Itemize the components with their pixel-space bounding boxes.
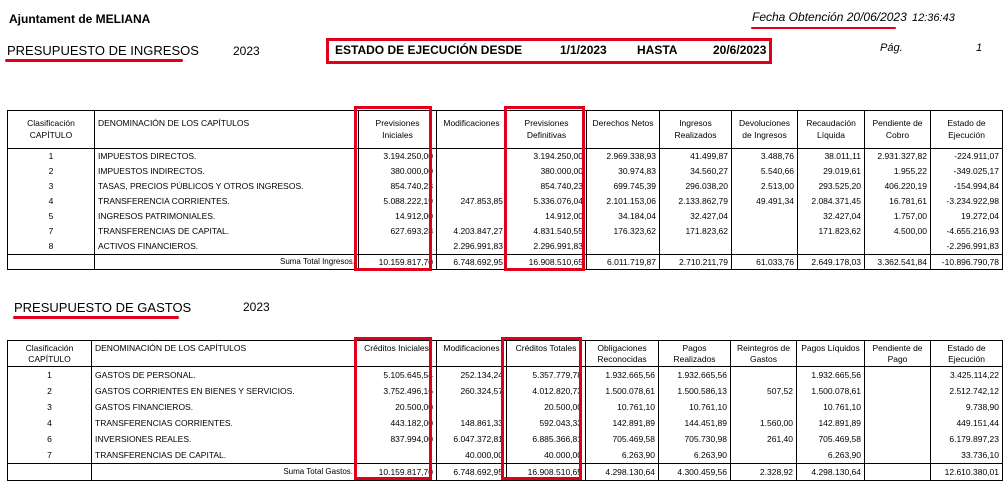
ingresos-cell: 296.038,20: [660, 179, 732, 194]
gastos-cell: 40.000,00: [437, 447, 507, 464]
ingresos-cell: 380.000,00: [507, 164, 587, 179]
ingresos-cell: -2.296.991,83: [931, 239, 1003, 255]
gastos-col-header-3: Modificaciones: [437, 341, 507, 367]
ingresos-cell: 2: [8, 164, 95, 179]
ingresos-total-spacer: [8, 255, 95, 270]
ingresos-cell: 699.745,39: [587, 179, 660, 194]
gastos-cell: [865, 447, 931, 464]
gastos-cell: 6: [8, 431, 92, 447]
gastos-cell: 3.752.496,16: [357, 383, 437, 399]
gastos-cell: 260.324,57: [437, 383, 507, 399]
gastos-cell: 4: [8, 415, 92, 431]
gastos-cell: 148.861,33: [437, 415, 507, 431]
gastos-cell: 1.560,00: [731, 415, 797, 431]
gastos-col-header-8: Pagos Líquidos: [797, 341, 865, 367]
gastos-cell: 142.891,89: [797, 415, 865, 431]
ingresos-cell: -349.025,17: [931, 164, 1003, 179]
gastos-cell: [437, 399, 507, 415]
gastos-cell: 20.500,00: [507, 399, 586, 415]
ingresos-cell: 247.853,85: [437, 194, 507, 209]
ingresos-total-cell: 2.710.211,79: [660, 255, 732, 270]
ingresos-cell: 1.955,22: [865, 164, 931, 179]
ingresos-cell: 19.272,04: [931, 209, 1003, 224]
ingresos-cell: 32.427,04: [660, 209, 732, 224]
ingresos-col-header-10: Estado de Ejecución: [931, 111, 1003, 149]
gastos-cell: 5.357.779,78: [507, 367, 586, 384]
gastos-cell: 144.451,89: [659, 415, 731, 431]
gastos-col-header-0: Clasificación CAPÍTULO: [8, 341, 92, 367]
ingresos-cell: 2.969.338,93: [587, 149, 660, 165]
gastos-cell: 7: [8, 447, 92, 464]
gastos-total-cell: 2.328,92: [731, 464, 797, 481]
gastos-total-cell: 10.159.817,70: [357, 464, 437, 481]
ingresos-col-header-4: Previsiones Definitivas: [507, 111, 587, 149]
gastos-cell: 6.263,90: [659, 447, 731, 464]
gastos-cell: 1.932.665,56: [797, 367, 865, 384]
ingresos-cell: 854.740,23: [359, 179, 437, 194]
gastos-cell: 9.738,90: [931, 399, 1003, 415]
gastos-cell: 33.736,10: [931, 447, 1003, 464]
ingresos-col-header-1: DENOMINACIÓN DE LOS CAPÍTULOS: [95, 111, 359, 149]
gastos-cell: 1.500.078,61: [797, 383, 865, 399]
gastos-cell: [731, 399, 797, 415]
ingresos-cell: 38.011,11: [798, 149, 865, 165]
gastos-total-cell: 12.610.380,01: [931, 464, 1003, 481]
ingresos-col-header-3: Modificaciones: [437, 111, 507, 149]
gastos-cell: 20.500,00: [357, 399, 437, 415]
ingresos-cell: 2.101.153,06: [587, 194, 660, 209]
ingresos-cell: 2.296.991,83: [507, 239, 587, 255]
ingresos-cell: 854.740,23: [507, 179, 587, 194]
ingresos-cell: 5.336.076,04: [507, 194, 587, 209]
gastos-cell: 1.932.665,56: [586, 367, 659, 384]
organization-name: Ajuntament de MELIANA: [9, 12, 151, 26]
ingresos-cell: 41.499,87: [660, 149, 732, 165]
ingresos-cell: -4.655.216,93: [931, 224, 1003, 239]
gastos-col-header-1: DENOMINACIÓN DE LOS CAPÍTULOS: [92, 341, 357, 367]
gastos-cell: 3: [8, 399, 92, 415]
ingresos-col-header-9: Pendiente de Cobro: [865, 111, 931, 149]
ingresos-cell: 1.757,00: [865, 209, 931, 224]
ingresos-cell: 7: [8, 224, 95, 239]
fecha-obtencion: Fecha Obtención 20/06/2023: [752, 10, 907, 24]
ingresos-cell: [437, 179, 507, 194]
gastos-cell: 6.263,90: [797, 447, 865, 464]
gastos-col-header-4: Créditos Totales: [507, 341, 586, 367]
gastos-cell: 6.885.366,81: [507, 431, 586, 447]
ingresos-cell: 171.823,62: [798, 224, 865, 239]
ingresos-total-cell: 6.011.719,87: [587, 255, 660, 270]
gastos-title: PRESUPUESTO DE GASTOS: [14, 300, 192, 315]
gastos-cell: [731, 447, 797, 464]
ingresos-cell: [437, 149, 507, 165]
gastos-cell: [731, 367, 797, 384]
ingresos-cell: 293.525,20: [798, 179, 865, 194]
gastos-cell: 6.179.897,23: [931, 431, 1003, 447]
ingresos-cell: [660, 239, 732, 255]
ingresos-cell: 14.912,00: [359, 209, 437, 224]
ingresos-col-header-5: Derechos Netos: [587, 111, 660, 149]
gastos-col-header-2: Créditos Iniciales: [357, 341, 437, 367]
ingresos-total-cell: 10.159.817,70: [359, 255, 437, 270]
gastos-cell: GASTOS FINANCIEROS.: [92, 399, 357, 415]
estado-hasta-label: HASTA: [637, 43, 678, 57]
ingresos-cell: 4.500,00: [865, 224, 931, 239]
gastos-cell: 6.263,90: [586, 447, 659, 464]
estado-highlight-box: [326, 38, 772, 64]
ingresos-col-header-6: Ingresos Realizados: [660, 111, 732, 149]
ingresos-definitivas-highlight: [504, 106, 585, 271]
gastos-cell: 3.425.114,22: [931, 367, 1003, 384]
ingresos-cell: [437, 164, 507, 179]
ingresos-cell: TASAS, PRECIOS PÚBLICOS Y OTROS INGRESOS.: [95, 179, 359, 194]
gastos-cell: 142.891,89: [586, 415, 659, 431]
ingresos-cell: 3.194.250,00: [359, 149, 437, 165]
ingresos-cell: [732, 239, 798, 255]
gastos-cell: GASTOS CORRIENTES EN BIENES Y SERVICIOS.: [92, 383, 357, 399]
ingresos-cell: 171.823,62: [660, 224, 732, 239]
ingresos-cell: 1: [8, 149, 95, 165]
ingresos-cell: 2.296.991,83: [437, 239, 507, 255]
gastos-total-label: Suma Total Gastos.: [92, 464, 357, 481]
ingresos-cell: [437, 209, 507, 224]
gastos-totales-highlight: [501, 337, 582, 480]
ingresos-cell: 49.491,34: [732, 194, 798, 209]
gastos-cell: 1: [8, 367, 92, 384]
gastos-cell: 10.761,10: [586, 399, 659, 415]
estado-label: ESTADO DE EJECUCIÓN DESDE: [335, 43, 523, 57]
gastos-cell: 4.012.820,73: [507, 383, 586, 399]
gastos-cell: [865, 399, 931, 415]
ingresos-cell: 16.781,61: [865, 194, 931, 209]
gastos-total-cell: 6.748.692,95: [437, 464, 507, 481]
ingresos-cell: 627.693,28: [359, 224, 437, 239]
gastos-cell: 10.761,10: [797, 399, 865, 415]
gastos-cell: 40.000,00: [507, 447, 586, 464]
ingresos-title: PRESUPUESTO DE INGRESOS: [7, 43, 199, 58]
ingresos-cell: 32.427,04: [798, 209, 865, 224]
gastos-col-header-5: Obligaciones Reconocidas: [586, 341, 659, 367]
ingresos-cell: -224.911,07: [931, 149, 1003, 165]
gastos-cell: TRANSFERENCIAS DE CAPITAL.: [92, 447, 357, 464]
ingresos-cell: 3.488,76: [732, 149, 798, 165]
ingresos-cell: 4.203.847,27: [437, 224, 507, 239]
ingresos-cell: -154.994,84: [931, 179, 1003, 194]
fecha-underline: [751, 27, 896, 29]
ingresos-cell: -3.234.922,98: [931, 194, 1003, 209]
ingresos-total-cell: 6.748.692,95: [437, 255, 507, 270]
ingresos-cell: [732, 209, 798, 224]
gastos-cell: 507,52: [731, 383, 797, 399]
gastos-cell: 443.182,00: [357, 415, 437, 431]
ingresos-col-header-2: Previsiones Iniciales: [359, 111, 437, 149]
gastos-total-cell: [865, 464, 931, 481]
gastos-cell: 705.730,98: [659, 431, 731, 447]
gastos-cell: 1.932.665,56: [659, 367, 731, 384]
gastos-total-cell: 4.298.130,64: [797, 464, 865, 481]
gastos-cell: [865, 415, 931, 431]
gastos-cell: 1.500.586,13: [659, 383, 731, 399]
ingresos-col-header-8: Recaudación Líquida: [798, 111, 865, 149]
gastos-cell: 592.043,33: [507, 415, 586, 431]
ingresos-cell: 2.513,00: [732, 179, 798, 194]
ingresos-col-header-0: Clasificación CAPÍTULO: [8, 111, 95, 149]
ingresos-cell: 5.540,66: [732, 164, 798, 179]
gastos-cell: GASTOS DE PERSONAL.: [92, 367, 357, 384]
ingresos-cell: 34.560,27: [660, 164, 732, 179]
gastos-cell: 837.994,00: [357, 431, 437, 447]
ingresos-cell: 2.084.371,45: [798, 194, 865, 209]
ingresos-cell: 5: [8, 209, 95, 224]
hora: 12:36:43: [912, 12, 955, 24]
ingresos-total-cell: 61.033,76: [732, 255, 798, 270]
ingresos-cell: INGRESOS PATRIMONIALES.: [95, 209, 359, 224]
gastos-cell: TRANSFERENCIAS CORRIENTES.: [92, 415, 357, 431]
gastos-cell: 705.469,58: [586, 431, 659, 447]
gastos-cell: 252.134,24: [437, 367, 507, 384]
ingresos-cell: 3.194.250,00: [507, 149, 587, 165]
ingresos-cell: 4.831.540,55: [507, 224, 587, 239]
gastos-cell: 2: [8, 383, 92, 399]
ingresos-total-cell: -10.896.790,78: [931, 255, 1003, 270]
ingresos-cell: ACTIVOS FINANCIEROS.: [95, 239, 359, 255]
ingresos-cell: [587, 239, 660, 255]
ingresos-cell: 29.019,61: [798, 164, 865, 179]
ingresos-cell: TRANSFERENCIA CORRIENTES.: [95, 194, 359, 209]
gastos-cell: [865, 367, 931, 384]
ingresos-cell: 34.184,04: [587, 209, 660, 224]
pag-number: 1: [976, 42, 983, 54]
gastos-iniciales-highlight: [354, 337, 432, 480]
ingresos-cell: 2.931.327,82: [865, 149, 931, 165]
gastos-cell: 1.500.078,61: [586, 383, 659, 399]
gastos-cell: 2.512.742,12: [931, 383, 1003, 399]
ingresos-cell: 406.220,19: [865, 179, 931, 194]
gastos-col-header-7: Reintegros de Gastos: [731, 341, 797, 367]
gastos-cell: 6.047.372,81: [437, 431, 507, 447]
ingresos-total-cell: 2.649.178,03: [798, 255, 865, 270]
ingresos-col-header-7: Devoluciones de Ingresos: [732, 111, 798, 149]
ingresos-cell: 5.088.222,19: [359, 194, 437, 209]
gastos-cell: 10.761,10: [659, 399, 731, 415]
gastos-cell: [865, 431, 931, 447]
gastos-total-spacer: [8, 464, 92, 481]
gastos-cell: [865, 383, 931, 399]
ingresos-cell: IMPUESTOS DIRECTOS.: [95, 149, 359, 165]
gastos-total-cell: 4.298.130,64: [586, 464, 659, 481]
ingresos-cell: 176.323,62: [587, 224, 660, 239]
ingresos-cell: 380.000,00: [359, 164, 437, 179]
ingresos-cell: IMPUESTOS INDIRECTOS.: [95, 164, 359, 179]
ingresos-cell: TRANSFERENCIAS DE CAPITAL.: [95, 224, 359, 239]
gastos-cell: INVERSIONES REALES.: [92, 431, 357, 447]
ingresos-total-label: Suma Total Ingresos.: [95, 255, 359, 270]
ingresos-year: 2023: [233, 44, 260, 58]
ingresos-cell: 14.912,00: [507, 209, 587, 224]
ingresos-title-underline: [5, 59, 183, 62]
ingresos-iniciales-highlight: [354, 106, 432, 271]
gastos-year: 2023: [243, 300, 270, 314]
gastos-total-cell: 4.300.459,56: [659, 464, 731, 481]
ingresos-cell: 8: [8, 239, 95, 255]
ingresos-cell: 30.974,83: [587, 164, 660, 179]
ingresos-cell: 2.133.862,79: [660, 194, 732, 209]
estado-desde: 1/1/2023: [560, 43, 607, 57]
ingresos-cell: [732, 224, 798, 239]
gastos-cell: 5.105.645,54: [357, 367, 437, 384]
gastos-cell: 705.469,58: [797, 431, 865, 447]
ingresos-cell: [798, 239, 865, 255]
ingresos-total-cell: 16.908.510,65: [507, 255, 587, 270]
gastos-cell: 449.151,44: [931, 415, 1003, 431]
gastos-title-underline: [13, 316, 179, 319]
ingresos-cell: [865, 239, 931, 255]
gastos-col-header-6: Pagos Realizados: [659, 341, 731, 367]
gastos-total-cell: 16.908.510,65: [507, 464, 586, 481]
gastos-col-header-10: Estado de Ejecución: [931, 341, 1003, 367]
pag-label: Pág.: [880, 42, 903, 54]
ingresos-cell: 4: [8, 194, 95, 209]
estado-hasta: 20/6/2023: [713, 43, 767, 57]
gastos-cell: 261,40: [731, 431, 797, 447]
ingresos-total-cell: 3.362.541,84: [865, 255, 931, 270]
ingresos-cell: 3: [8, 179, 95, 194]
gastos-col-header-9: Pendiente de Pago: [865, 341, 931, 367]
